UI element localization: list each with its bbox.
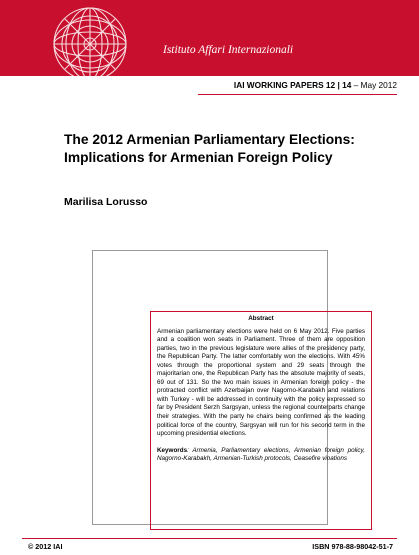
series-line	[234, 80, 397, 90]
copyright: © 2012 IAI	[28, 542, 63, 551]
footer-rule	[22, 538, 397, 539]
abstract-heading: Abstract	[248, 315, 274, 322]
abstract-body: Armenian parliamentary elections were held on 6 May 2012. Five parties and a coalition won seats in Parliament. Three of them are opposition parties, two in the previous legislature were allies of the presidency party, the Republican Party. The latter comfortably won the elections. With 45% votes through the proportional system and 29 seats through the majoritarian one, the Republican Party has the absolute majority of seats, 69 out of 131. So the two main issues in Armenian foreign policy - the protracted conflict with Azerbaijan over Nagorno-Karabakh and relations with Turkey - will be addressed in continuity with the policy expressed so far by President Serzh Sargsyan, unless the regional counterparts change their strategies. With the party he chairs being confirmed as the leading political force of the country, Sargsyan will run for his second term in the upcoming presidential elections.	[157, 327, 365, 438]
document-author: Marilisa Lorusso	[64, 196, 148, 208]
institute-name: Istituto Affari Internazionali	[163, 44, 294, 56]
globe-logo	[22, 4, 157, 84]
document-title: The 2012 Armenian Parliamentary Elections: Implications for Armenian Foreign Policy	[64, 132, 355, 165]
series-date: – May 2012	[351, 80, 397, 90]
series-rule	[198, 94, 397, 95]
abstract-box	[157, 315, 365, 464]
isbn: ISBN 978-88-98042-51-7	[312, 542, 393, 551]
keywords-list: : Armenia, Parliamentary elections, Armenian foreign policy, Nagorno-Karabakh, Armenian-Turkish protocols, Ceasefire vioations	[157, 446, 365, 463]
keywords-label: Keywords	[157, 446, 188, 454]
series-name: IAI WORKING PAPERS 12 | 14	[233, 80, 352, 90]
header-band	[0, 0, 419, 76]
keywords	[157, 447, 365, 464]
